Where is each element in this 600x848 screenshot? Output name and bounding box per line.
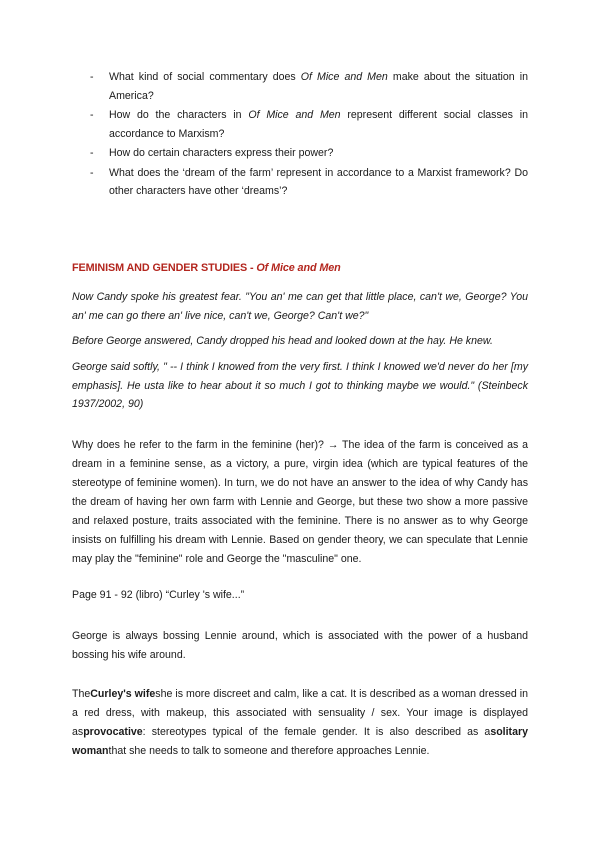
text-run: she is more discreet and calm, like a cat. It is described as a woman dressed in a red dress, with makeup, this associated with sensuality / sex. Your image is displayed as (72, 688, 528, 738)
text-run: : stereotypes typical of the female gender. It is also described as a (142, 726, 491, 738)
question-item (88, 164, 528, 201)
question-text: make about the situation in America? (109, 71, 528, 102)
question-text: represent different social classes in accordance to Marxism? (109, 109, 528, 140)
bold-term: provocative (83, 726, 143, 738)
question-text: How do certain characters express their power? (109, 147, 334, 159)
question-item (88, 68, 528, 105)
quote-george-answer: Before George answered, Candy dropped his head and looked down at the hay. He knew. (72, 335, 493, 347)
question-item (88, 144, 528, 163)
question-item (88, 106, 528, 143)
quote-george-softly: George said softly, " -- I think I knowed from the very first. I think I knowed we'd never do her [my emphasis]. He usta like to hear about it so much I got to thinking maybe we would." (Steinbeck 1937/2002, 90) (72, 361, 528, 410)
heading-label: FEMINISM AND GENDER STUDIES - (72, 262, 257, 274)
bullet-dash: - (90, 71, 94, 83)
heading-book-title: Of Mice and Men (256, 262, 341, 274)
question-text: How do the characters in (109, 109, 249, 121)
paragraph-farm-feminine: Why does he refer to the farm in the feminine (her)? → The idea of the farm is conceived as a dream in a feminine sense, as a victory, a pure, virgin idea (which are typical features of the stereotype of feminine women). In turn, we do not have an answer to the idea of why Candy has the dream of having her own farm with Lennie and George, but these two show a more passive and relaxed posture, traits associated with the feminine. There is no answer as to why George insists on fulfilling his dream with Lennie. Based on gender theory, we can speculate that Lennie may play the "feminine" role and George the "masculine" one. (72, 439, 528, 565)
paragraph-page-reference: Page 91 - 92 (libro) “Curley 's wife...” (72, 589, 245, 601)
book-title: Of Mice and Men (248, 109, 341, 121)
bullet-dash: - (90, 166, 94, 179)
book-title: Of Mice and Men (300, 71, 388, 83)
bullet-dash: - (90, 147, 94, 159)
question-text: What kind of social commentary does (109, 71, 301, 83)
text-run: that she needs to talk to someone and therefore approaches Lennie. (108, 745, 430, 757)
bold-term: Curley's wife (90, 688, 156, 700)
quote-candy-fear: Now Candy spoke his greatest fear. "You an' me can get that little place, can't we, George? You an' me can go there an' live nice, can't we, George? Can't we?" (72, 291, 528, 322)
paragraph-bossing: George is always bossing Lennie around, which is associated with the power of a husband bossing his wife around. (72, 630, 528, 661)
paragraph-curleys-wife (72, 685, 528, 761)
section-heading (72, 262, 528, 274)
question-list (88, 68, 528, 202)
text-run: The (72, 688, 91, 700)
bullet-dash: - (90, 109, 94, 121)
bold-term: solitary woman (72, 726, 528, 757)
question-text: What does the ‘dream of the farm’ represent in accordance to a Marxist framework? Do other characters have other ‘dreams’? (109, 166, 528, 197)
